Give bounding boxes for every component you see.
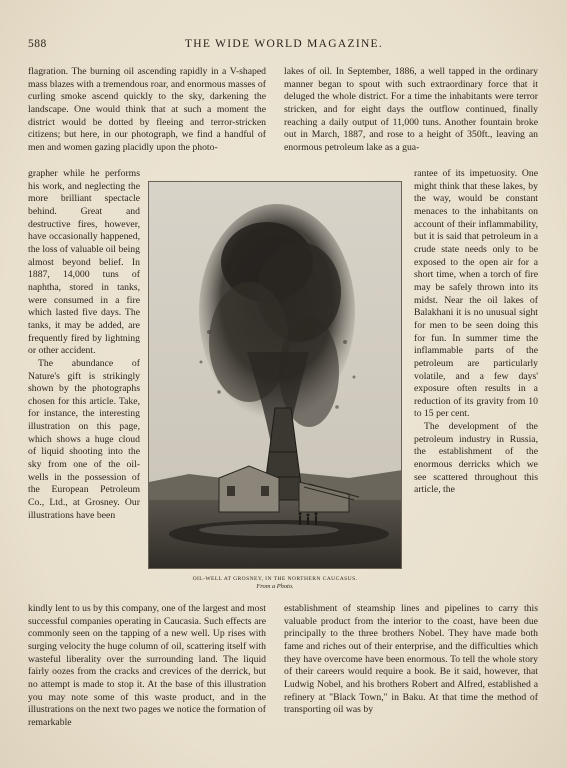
caption-title: OIL-WELL AT GROSNEY, IN THE NORTHERN CAUCASUS. [192, 576, 358, 582]
left-column-narrow [28, 168, 140, 522]
caption-credit: From a Photo. [256, 583, 294, 590]
oil-well-photograph [148, 181, 402, 569]
right-narrow-paragraph-1: rantee of its impetuosity. One might think that these lakes, by the way, would be constant menaces to the inhabitants on account of their inflammability, but it is said that petroleum in a crude state needs only to be exposed to the open air for a short time, when a torch of fire may be safely thrown into its midst. Near the oil lakes of Balakhani it is no unusual sight for men to be seen doing this for fun. In summer time the inflammable parts of the petroleum are particularly volatile, and a few days' exposure often results in a reduction of its gravity from 10 to 15 per cent. [414, 168, 538, 420]
page-header [28, 38, 540, 54]
left-top-paragraph: flagration. The burning oil ascending rapidly in a V-shaped mass blazes with a tremendous roar, and enormous masses of curling smoke ascend quickly to the sky, darkening the landscape. One would think that at such a moment the district would be dotted by fleeing and terror-stricken citizens; but here, in our photograph, we find a handful of men and women gazing placidly upon the photo- [28, 66, 266, 153]
right-column-narrow [414, 168, 538, 497]
page-number: 588 [28, 38, 47, 50]
figure-caption [148, 575, 402, 591]
left-narrow-paragraph-1: grapher while he performs his work, and neglecting the more brilliant spectacle behind. Great and destructive fires, however, have occasionally happened, the loss of valuable oil being almost beyond belief. In 1887, 14,000 tuns of naphtha, stored in tanks, were consumed in a fire which lasted five days. The tanks, it may be added, are frequently fired by lightning or other accident. [28, 168, 140, 357]
left-column-top [28, 66, 266, 155]
left-narrow-paragraph-2: The abundance of Nature's gift is strikingly shown by the photographs chosen for this article. Take, for instance, the interesting illustration on this page, which shows a huge cloud of liquid shooting into the sky from one of the oil-wells in the possession of the European Petroleum Co., Ltd., at Grosney. Our illustrations have been [28, 357, 140, 521]
right-narrow-paragraph-2: The development of the petroleum industry in Russia, the establishment of the enormous derricks which we see scattered throughout this article, the [414, 421, 538, 496]
left-bottom-paragraph: kindly lent to us by this company, one of the largest and most successful companies operating in Caucasia. Such effects are commonly seen on the tapping of a new well. Up rises with surging velocity the huge column of oil, scattering itself with wasteful liberality over the surrounding land. The liquid fairly oozes from the cracks and crevices of the derrick, but no attempt is made to stop it. At the base of this illustration you may note some of this waste product, and in the illustrations on the next two pages we notice the formation of remarkable [28, 603, 266, 728]
left-column-bottom [28, 603, 266, 730]
running-title: THE WIDE WORLD MAGAZINE. [184, 38, 384, 50]
oil-gusher-illustration [149, 182, 402, 569]
right-bottom-paragraph: establishment of steamship lines and pipelines to carry this valuable product from the interior to the coast, have been due principally to the three brothers Nobel. They have made both fame and riches out of their enterprise, and the difficulties which they have overcome have been enormous. To tell the whole story of their careers would require a book. Be it said, however, that Ludwig Nobel, and his brothers Robert and Alfred, established a refinery at "Black Town," in Baku. At that time the method of transporting oil was by [284, 603, 538, 716]
right-top-paragraph: lakes of oil. In September, 1886, a well tapped in the ordinary manner began to spout with such extraordinary force that it deluged the whole district. For a time the inhabitants were terror stricken, and for eight days the outflow continued, finally reaching a daily output of 11,000 tuns. Another fountain broke out in March, 1887, and rose to a height of 350ft., leaving an enormous petroleum lake as a gua- [284, 66, 538, 153]
right-column-bottom [284, 603, 538, 717]
right-column-top [284, 66, 538, 155]
